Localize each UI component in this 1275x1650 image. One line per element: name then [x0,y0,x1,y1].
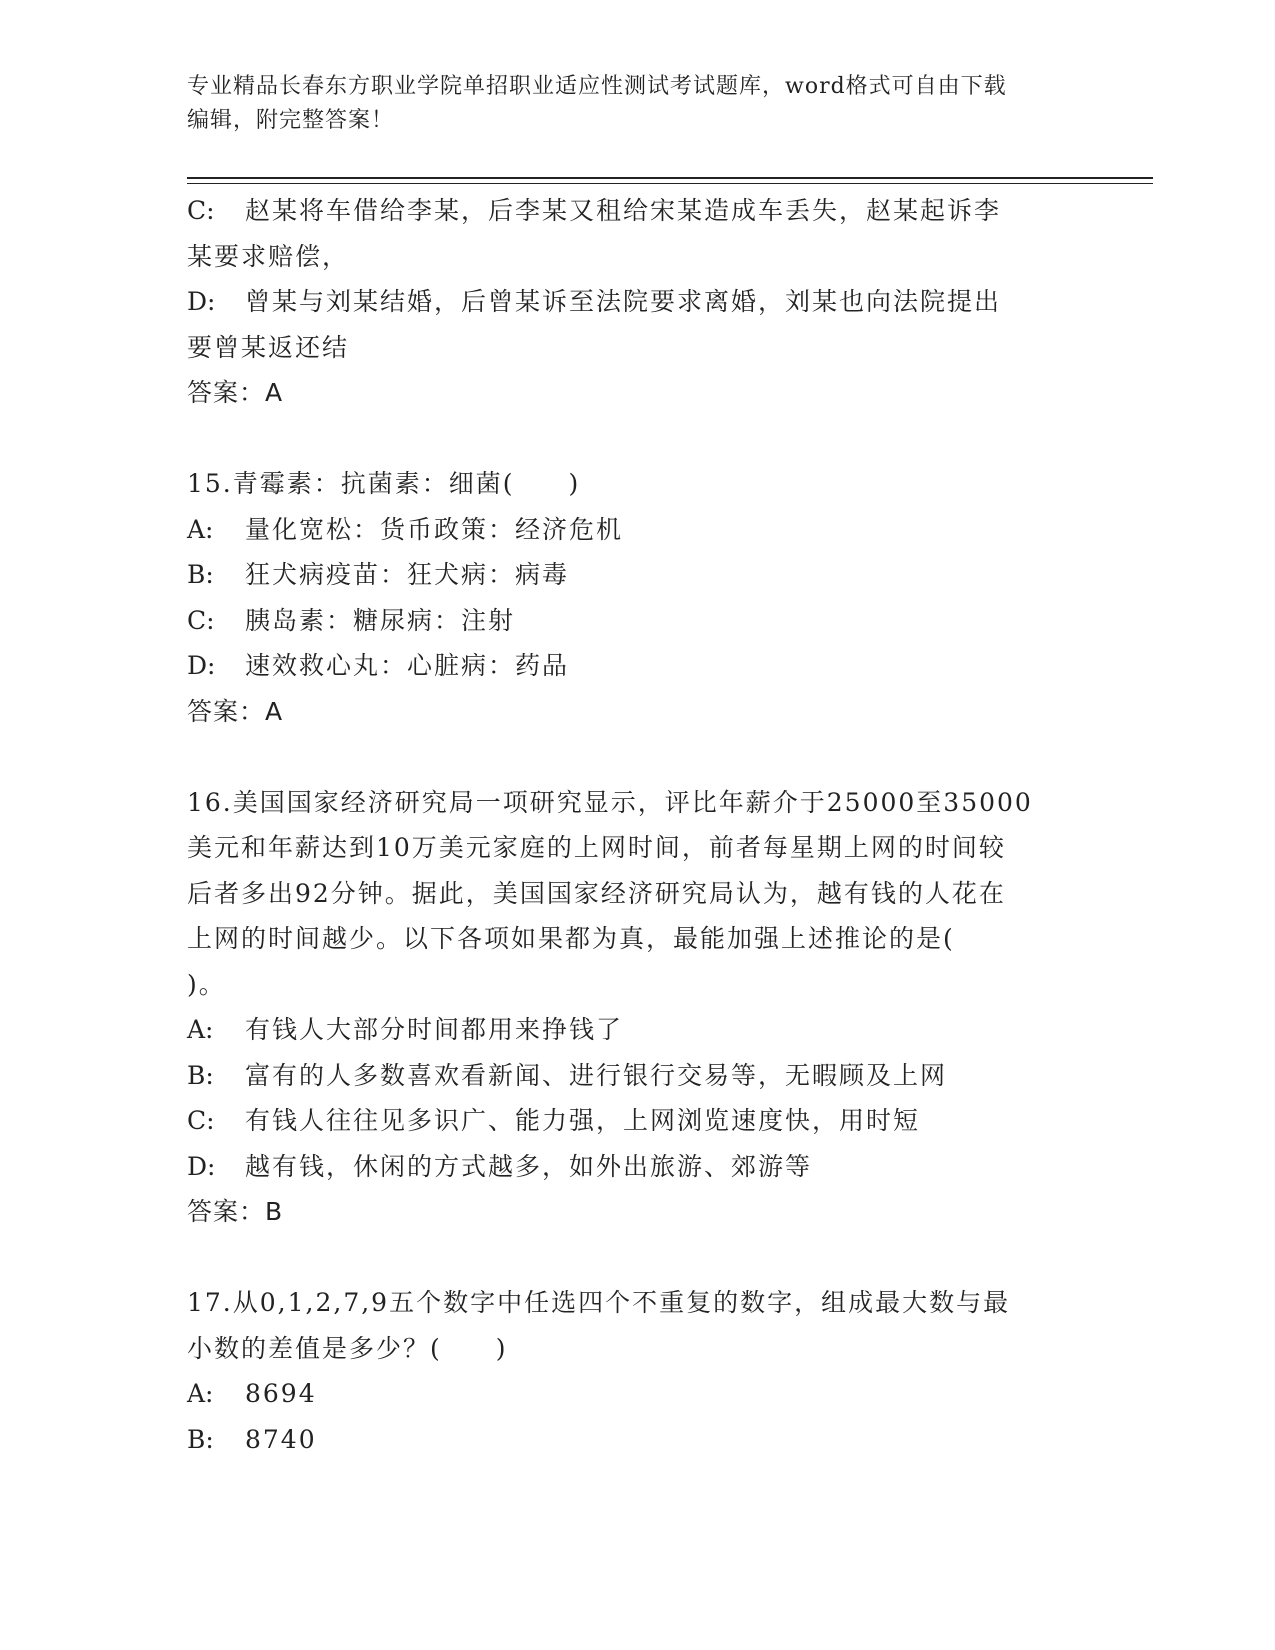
option-label: A: [187,514,214,544]
question-stem-line: 上网的时间越少。以下各项如果都为真，最能加强上述推论的是( [187,924,955,953]
header-line-2: 编辑，附完整答案！ [187,108,395,133]
question-stem-line: 17.从0,1,2,7,9五个数字中任选四个不重复的数字，组成最大数与最 [187,1288,1011,1317]
option-text: 速效救心丸：心脏病：药品 [245,651,570,680]
option-text: 8740 [245,1424,317,1454]
option-text: 赵某将车借给李某，后李某又租给宋某造成车丢失，赵某起诉李 [245,196,1002,225]
option-text: 狂犬病疫苗：狂犬病：病毒 [245,560,570,589]
page-header [187,70,1087,138]
question-stem: 15.青霉素：抗菌素：细菌( ) [187,469,581,498]
option-text: 8694 [245,1379,317,1408]
option-label: B: [187,1060,214,1090]
question-17 [187,1280,1087,1462]
option-text: 富有的人多数喜欢看新闻、进行银行交易等，无暇顾及上网 [245,1060,948,1090]
option-text: 越有钱，休闲的方式越多，如外出旅游、郊游等 [245,1151,813,1181]
spacer [187,1235,1087,1281]
spacer [187,734,1087,780]
question-stem-line: 小数的差值是多少？( ) [187,1333,508,1363]
answer: 答案：B [187,1197,284,1226]
answer: 答案：A [187,378,284,407]
spacer [187,416,1087,462]
option-text: 有钱人往往见多识广、能力强，上网浏览速度快，用时短 [245,1106,921,1135]
option-b [187,1053,1087,1099]
option-text: 有钱人大部分时间都用来挣钱了 [245,1015,624,1044]
option-label: A: [187,1015,214,1044]
option-text: 胰岛素：糖尿病：注射 [245,605,516,635]
option-label: D: [187,287,216,316]
answer: 答案：A [187,696,284,726]
option-c [187,188,1087,234]
option-a [187,507,1087,553]
option-label: D: [187,1151,216,1181]
option-c [187,598,1087,644]
question-stem-line: )。 [187,969,226,999]
option-d [187,279,1087,325]
option-a [187,1371,1087,1417]
option-label: C: [187,605,215,635]
option-label: D: [187,651,216,680]
header-line-1: 专业精品长春东方职业学院单招职业适应性测试考试题库，word格式可自由下载 [187,74,1007,99]
option-d-continued: 要曾某返还结 [187,332,350,362]
option-label: C: [187,196,215,225]
header-rule-thin [187,183,1153,184]
option-label: A: [187,1379,214,1408]
option-text: 量化宽松：货币政策：经济危机 [245,514,624,544]
option-c-continued: 某要求赔偿， [187,241,350,271]
question-14 [187,188,1087,416]
option-label: C: [187,1106,215,1135]
question-16 [187,780,1087,1235]
option-d [187,643,1087,689]
option-b [187,1417,1087,1463]
option-label: B: [187,560,214,589]
document-content [187,188,1087,1462]
question-stem-line: 16.美国国家经济研究局一项研究显示，评比年薪介于25000至35000 [187,787,1033,817]
option-c [187,1098,1087,1144]
question-stem-line: 后者多出92分钟。据此，美国国家经济研究局认为，越有钱的人花在 [187,878,1006,908]
option-label: B: [187,1424,214,1454]
header-rule-thick [187,177,1153,179]
option-a [187,1007,1087,1053]
option-b [187,552,1087,598]
question-15 [187,461,1087,734]
question-stem-line: 美元和年薪达到10万美元家庭的上网时间，前者每星期上网的时间较 [187,833,1006,862]
option-text: 曾某与刘某结婚，后曾某诉至法院要求离婚，刘某也向法院提出 [245,287,1002,316]
option-d [187,1144,1087,1190]
